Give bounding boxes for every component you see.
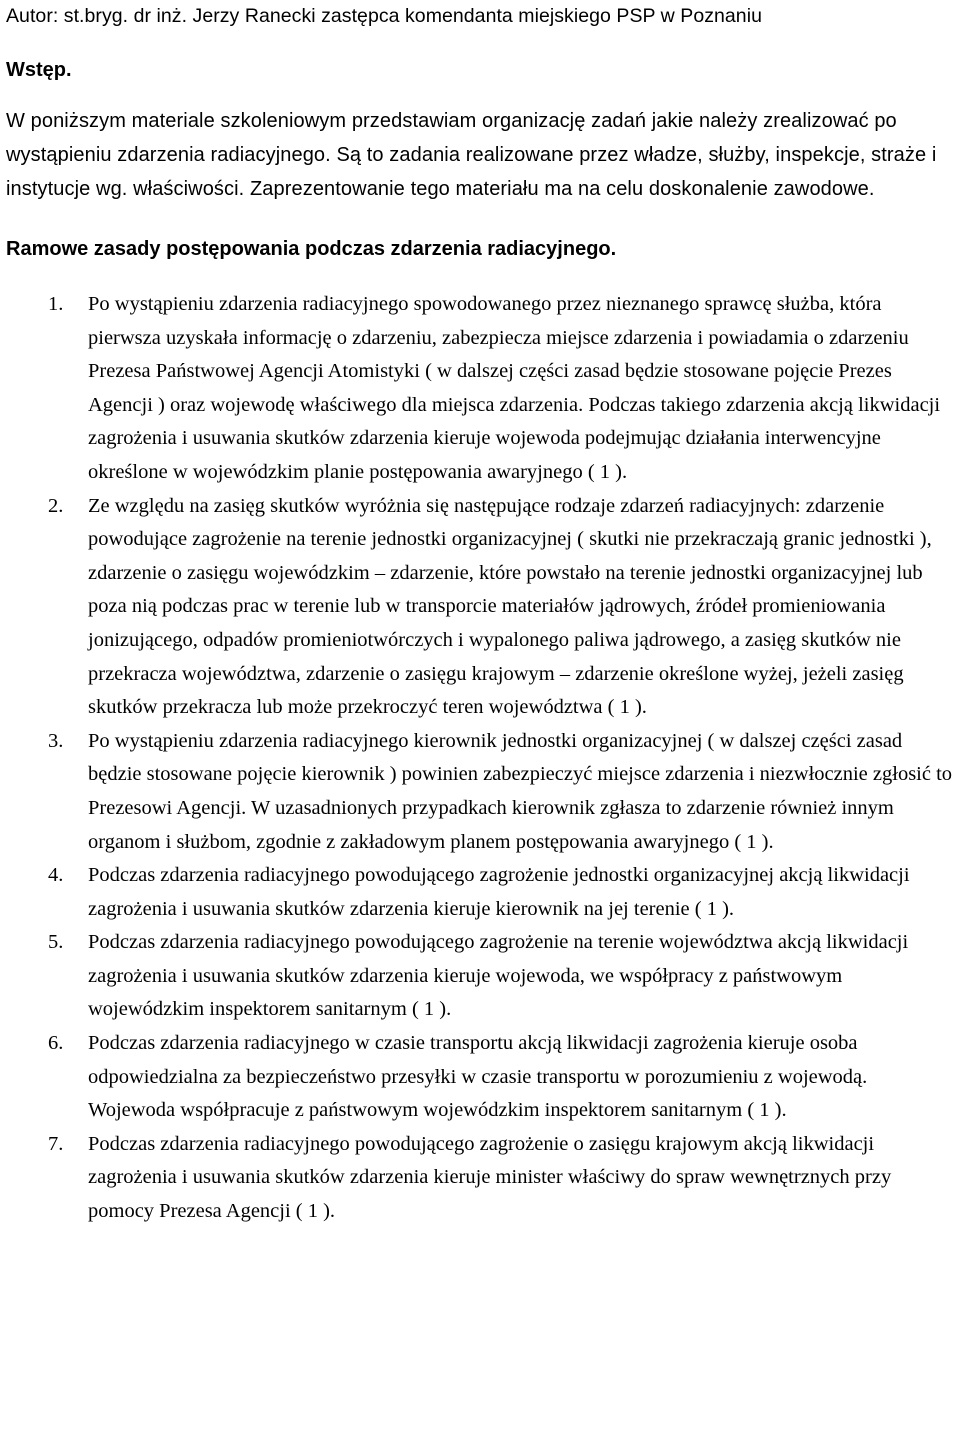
rule-item-2	[6, 490, 954, 725]
rule-text: Po wystąpieniu zdarzenia radiacyjnego spowodowanego przez nieznanego sprawcę służba, która pierwsza uzyskała informację o zdarzeniu, zabezpiecza miejsce zdarzenia i powiadamia o zdarzeniu Prezesa Państwowej Agencji Atomistyki ( w dalszej części zasad będzie stosowane pojęcie Prezes Agencji ) oraz wojewodę właściwego dla miejsca zdarzenia. Podczas takiego zdarzenia akcją likwidacji zagrożenia i usuwania skutków zdarzenia kieruje wojewoda podejmując działania interwencyjne określone w wojewódzkim planie postępowania awaryjnego ( 1 ).	[88, 293, 941, 483]
intro-heading: Wstęp.	[6, 59, 72, 81]
rule-number: 7.	[48, 1132, 64, 1155]
rule-item-4	[6, 859, 954, 926]
rule-text: Po wystąpieniu zdarzenia radiacyjnego kierownik jednostki organizacyjnej ( w dalszej części zasad będzie stosowane pojęcie kierownik ) powinien zabezpieczyć miejsce zdarzenia i niezwłocznie zgłosić to Prezesowi Agencji. W uzasadnionych przypadkach kierownik zgłasza to zdarzenie również innym organom i służbom, zgodnie z zakładowym planem postępowania awaryjnego ( 1 ).	[88, 729, 953, 853]
rule-item-5	[6, 926, 954, 1027]
document-page	[0, 2, 960, 1452]
rules-heading: Ramowe zasady postępowania podczas zdarzenia radiacyjnego.	[6, 238, 617, 260]
author-line: Autor: st.bryg. dr inż. Jerzy Ranecki zastępca komendanta miejskiego PSP w Poznaniu	[6, 5, 762, 27]
rule-item-6	[6, 1027, 954, 1128]
rule-text: Podczas zdarzenia radiacyjnego powodującego zagrożenie na terenie województwa akcją likwidacji zagrożenia i usuwania skutków zdarzenia kieruje wojewoda, we współpracy z państwowym wojewódzkim inspektorem sanitarnym ( 1 ).	[88, 931, 909, 1021]
rule-text: Podczas zdarzenia radiacyjnego powodującego zagrożenie jednostki organizacyjnej akcją likwidacji zagrożenia i usuwania skutków zdarzenia kieruje kierownik na jej terenie ( 1 ).	[88, 864, 910, 920]
intro-paragraph: W poniższym materiale szkoleniowym przedstawiam organizację zadań jakie należy zrealizować po wystąpieniu zdarzenia radiacyjnego. Są to zadania realizowane przez władze, służby, inspekcje, straże i instytucje wg. właściwości. Zaprezentowanie tego materiału ma na celu doskonalenie zawodowe.	[6, 110, 937, 200]
rule-number: 5.	[48, 931, 64, 954]
rule-item-7	[6, 1128, 954, 1229]
rule-text: Podczas zdarzenia radiacyjnego w czasie transportu akcją likwidacji zagrożenia kieruje osoba odpowiedzialna za bezpieczeństwo przesyłki w czasie transportu w porozumieniu z wojewodą. Wojewoda współpracuje z państwowym wojewódzkim inspektorem sanitarnym ( 1 ).	[88, 1032, 868, 1122]
rule-item-1	[6, 288, 954, 490]
rule-number: 6.	[48, 1032, 64, 1055]
rule-number: 2.	[48, 494, 64, 517]
rule-number: 1.	[48, 293, 64, 315]
rule-text: Ze względu na zasięg skutków wyróżnia się następujące rodzaje zdarzeń radiacyjnych: zdarzenie powodujące zagrożenie na terenie jednostki organizacyjnej ( skutki nie przekraczają granic jednostki ), zdarzenie o zasięgu wojewódzkim – zdarzenie, które powstało na terenie jednostki organizacyjnej lub poza nią podczas prac w terenie lub w transporcie materiałów jądrowych, źródeł promieniowania jonizującego, odpadów promieniotwórczych i wypalonego paliwa jądrowego, a zasięg skutków nie przekracza województwa, zdarzenie o zasięgu krajowym – zdarzenie określone wyżej, jeżeli zasięg skutków przekracza lub może przekroczyć teren województwa ( 1 ).	[88, 494, 932, 719]
rule-item-3	[6, 725, 954, 859]
rule-number: 3.	[48, 729, 64, 752]
rules-list	[6, 288, 954, 1229]
rule-number: 4.	[48, 864, 64, 887]
rule-text: Podczas zdarzenia radiacyjnego powodującego zagrożenie o zasięgu krajowym akcją likwidacji zagrożenia i usuwania skutków zdarzenia kieruje minister właściwy do spraw wewnętrznych przy pomocy Prezesa Agencji ( 1 ).	[88, 1132, 892, 1223]
